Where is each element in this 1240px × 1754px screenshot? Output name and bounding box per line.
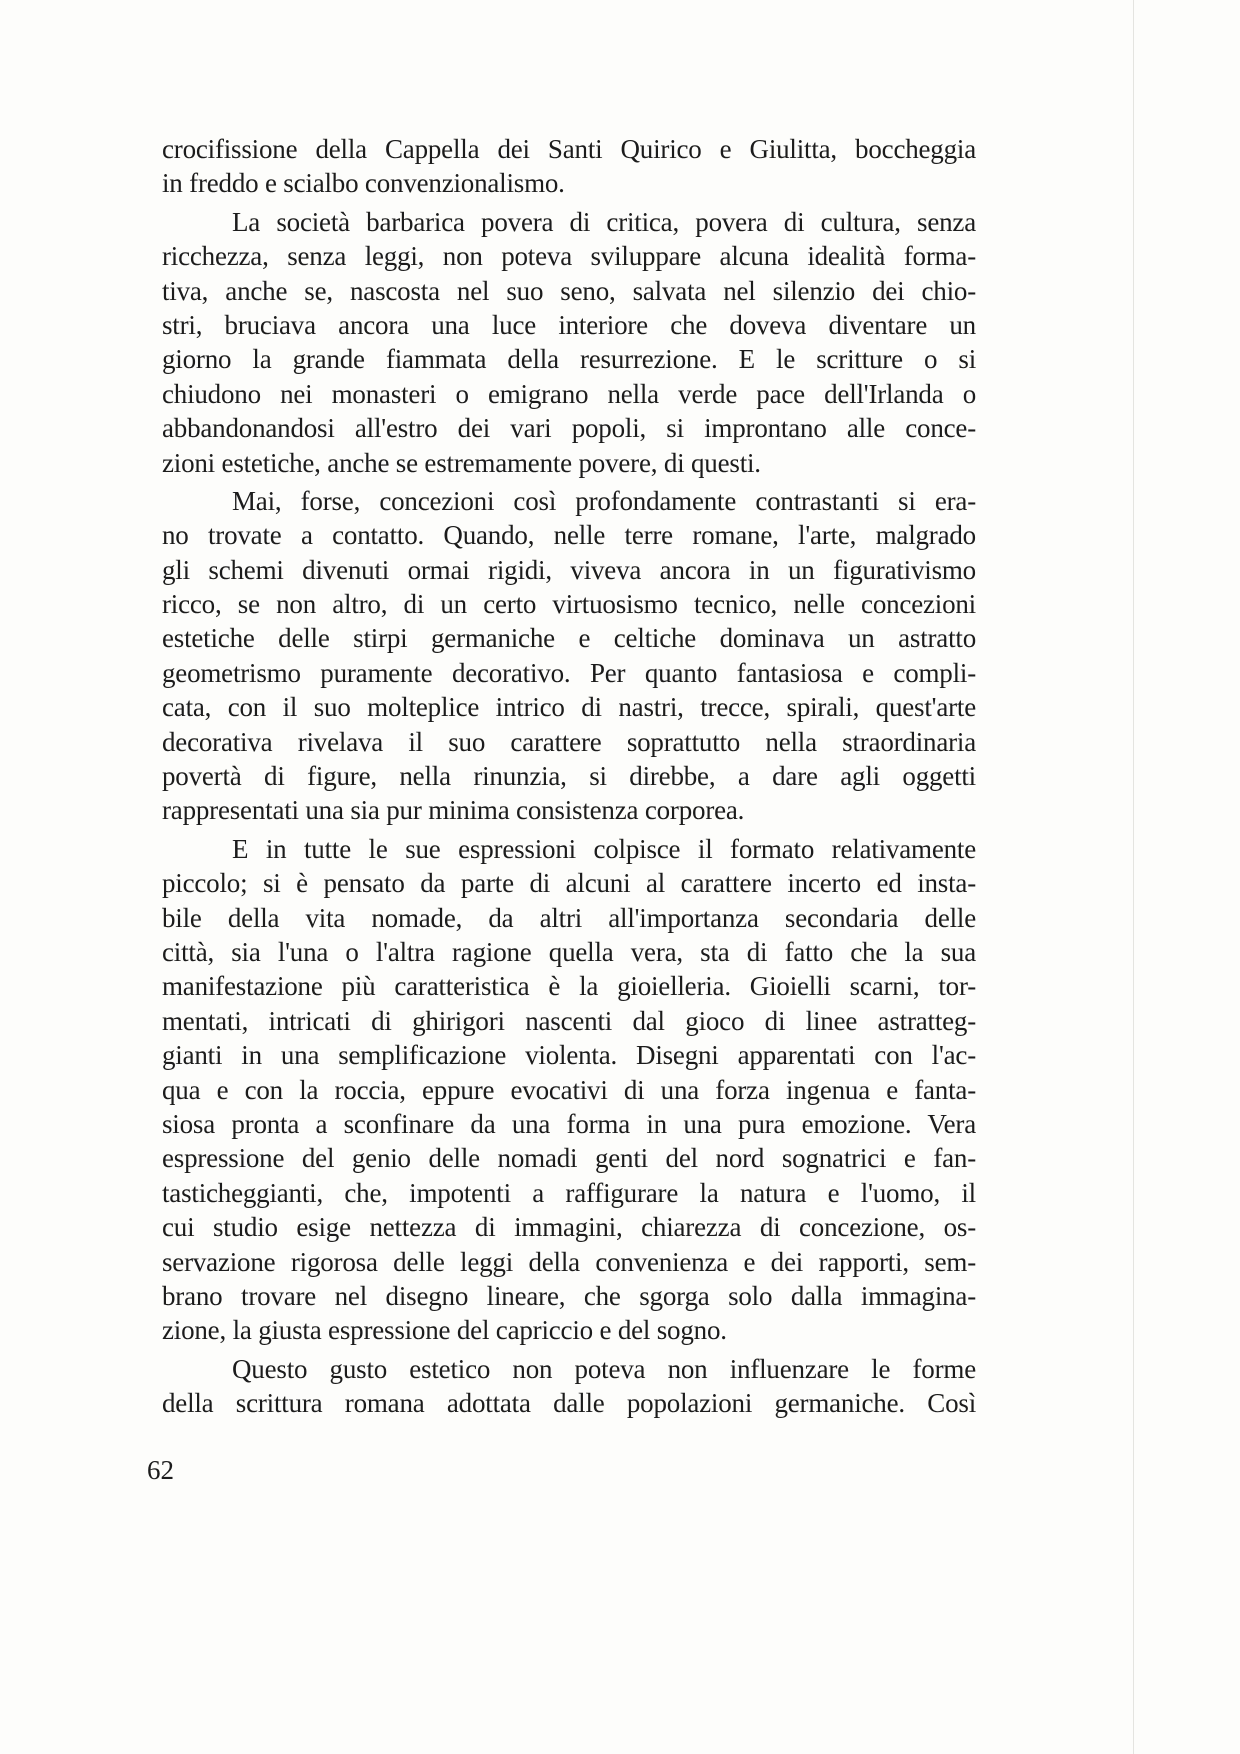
text-line: siosa pronta a sconfinare da una forma in una pura emozione. Vera xyxy=(162,1108,976,1139)
text-line: cui studio esige nettezza di immagini, chiarezza di concezione, os- xyxy=(162,1212,976,1243)
text-line: espressione del genio delle nomadi genti del nord sognatrici e fan- xyxy=(162,1143,976,1174)
text-line: della scrittura romana adottata dalle popolazioni germaniche. Così xyxy=(162,1388,976,1419)
text-line: brano trovare nel disegno lineare, che sgorga solo dalla immagina- xyxy=(162,1280,976,1311)
text-line: in freddo e scialbo convenzionalismo. xyxy=(162,168,565,199)
text-line: gianti in una semplificazione violenta. Disegni apparentati con l'ac- xyxy=(162,1040,976,1071)
page-number: 62 xyxy=(147,1455,174,1485)
text-line: stri, bruciava ancora una luce interiore che doveva diventare un xyxy=(162,309,976,340)
text-line: giorno la grande fiammata della resurrezione. E le scritture o si xyxy=(162,344,976,375)
text-line: no trovate a contatto. Quando, nelle terre romane, l'arte, malgrado xyxy=(162,520,976,551)
text-line: ricco, se non altro, di un certo virtuosismo tecnico, nelle concezioni xyxy=(162,589,976,620)
text-line: zione, la giusta espressione del capriccio e del sogno. xyxy=(162,1315,727,1346)
text-line: bile della vita nomade, da altri all'importanza secondaria delle xyxy=(162,902,976,933)
paragraph xyxy=(162,205,976,480)
text-line: crocifissione della Cappella dei Santi Quirico e Giulitta, boccheggia xyxy=(162,134,976,164)
text-line: chiudono nei monasteri o emigrano nella verde pace dell'Irlanda o xyxy=(162,378,976,409)
paragraph xyxy=(162,484,976,828)
text-line: città, sia l'una o l'altra ragione quella vera, sta di fatto che la sua xyxy=(162,936,976,967)
text-line: E in tutte le sue espressioni colpisce il formato relativamente xyxy=(232,833,976,864)
page-edge xyxy=(1133,0,1134,1754)
text-line: qua e con la roccia, eppure evocativi di una forza ingenua e fanta- xyxy=(162,1074,976,1105)
paragraph xyxy=(162,132,976,201)
paragraph xyxy=(162,832,976,1348)
text-line: estetiche delle stirpi germaniche e celtiche dominava un astratto xyxy=(162,623,976,654)
text-line: povertà di figure, nella rinunzia, si direbbe, a dare agli oggetti xyxy=(162,761,976,792)
text-line: rappresentati una sia pur minima consistenza corporea. xyxy=(162,795,745,826)
body-text xyxy=(162,132,976,1424)
text-line: servazione rigorosa delle leggi della convenienza e dei rapporti, sem- xyxy=(162,1246,976,1277)
text-line: piccolo; si è pensato da parte di alcuni al carattere incerto ed insta- xyxy=(162,868,976,899)
text-line: Questo gusto estetico non poteva non influenzare le forme xyxy=(232,1353,976,1384)
text-line: decorativa rivelava il suo carattere soprattutto nella straordinaria xyxy=(162,726,976,757)
text-line: Mai, forse, concezioni così profondamente contrastanti si era- xyxy=(232,485,976,516)
text-line: manifestazione più caratteristica è la gioielleria. Gioielli scarni, tor- xyxy=(162,971,976,1002)
text-line: tasticheggianti, che, impotenti a raffigurare la natura e l'uomo, il xyxy=(162,1177,976,1208)
text-line: ricchezza, senza leggi, non poteva sviluppare alcuna idealità forma- xyxy=(162,241,976,272)
text-line: cata, con il suo molteplice intrico di nastri, trecce, spirali, quest'arte xyxy=(162,692,976,723)
text-line: geometrismo puramente decorativo. Per quanto fantasiosa e compli- xyxy=(162,657,976,688)
text-line: mentati, intricati di ghirigori nascenti dal gioco di linee astratteg- xyxy=(162,1005,976,1036)
text-line: zioni estetiche, anche se estremamente povere, di questi. xyxy=(162,447,761,478)
text-line: tiva, anche se, nascosta nel suo seno, salvata nel silenzio dei chio- xyxy=(162,275,976,306)
text-line: abbandonandosi all'estro dei vari popoli, si improntano alle conce- xyxy=(162,413,976,444)
paragraph xyxy=(162,1352,976,1421)
text-line: gli schemi divenuti ormai rigidi, viveva ancora in un figurativismo xyxy=(162,554,976,585)
text-line: La società barbarica povera di critica, povera di cultura, senza xyxy=(232,206,976,237)
